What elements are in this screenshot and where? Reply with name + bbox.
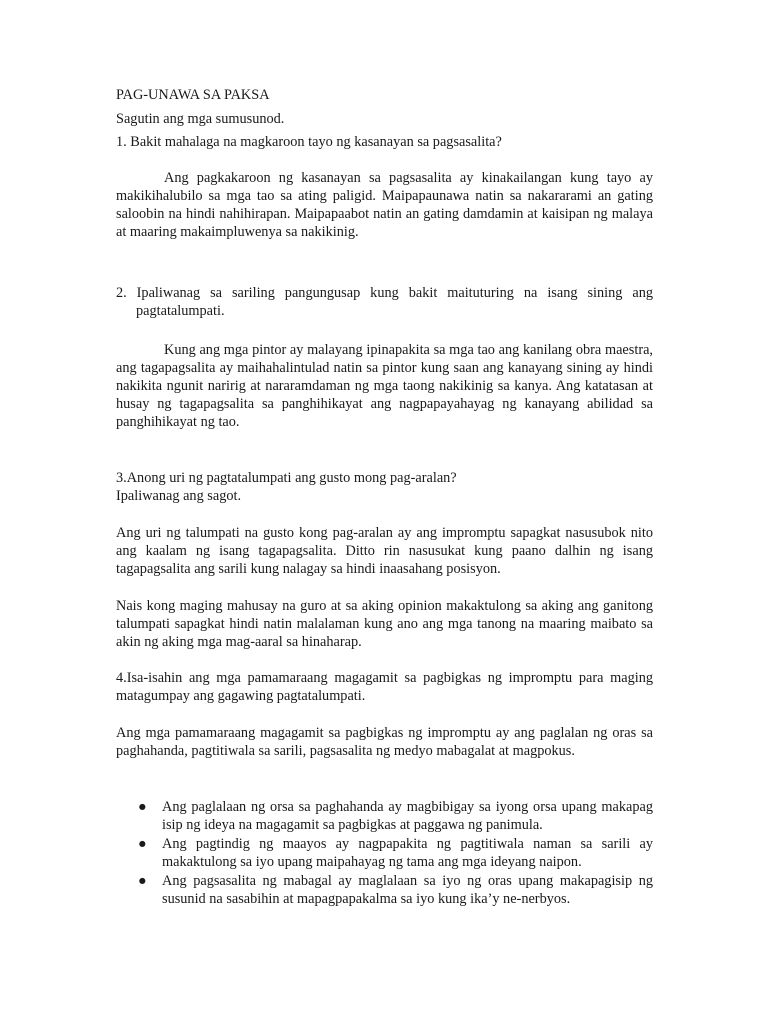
bullet-text: Ang pagtindig ng maayos ay nagpapakita ng pagtitiwala naman sa sarili ay makaktulong sa iyo upang maipahayag ng tama ang mga ideyang naipon. bbox=[162, 836, 653, 870]
bullet-icon: ● bbox=[138, 799, 147, 815]
question-3-line-1: 3.Anong uri ng pagtatalumpati ang gusto mong pag-aralan? bbox=[116, 470, 457, 486]
list-item bbox=[116, 872, 653, 908]
bullet-icon: ● bbox=[138, 873, 147, 889]
list-item bbox=[116, 835, 653, 871]
answer-4: Ang mga pamamaraang magagamit sa pagbigkas ng impromptu ay ang paglalan ng oras sa paghahanda, pagtitiwala sa sarili, pagsasalita ng medyo mabagalat at magpokus. bbox=[116, 725, 653, 759]
page-heading: PAG-UNAWA SA PAKSA bbox=[116, 87, 270, 103]
bullet-text: Ang pagsasalita ng mabagal ay maglalaan sa iyo ng oras upang makapagisip ng susunid na sasabihin at mapagpapakalma sa iyo kung ika’y ne-nerbyos. bbox=[162, 873, 653, 907]
question-1: 1. Bakit mahalaga na magkaroon tayo ng kasanayan sa pagsasalita? bbox=[116, 134, 502, 150]
bullet-icon: ● bbox=[138, 836, 147, 852]
answer-3-paragraph-1: Ang uri ng talumpati na gusto kong pag-aralan ay ang impromptu sapagkat nasusubok nito ang kaalam ng isang tagapagsalita. Ditto rin nasusukat kung paano dalhin ng isang tagapagsalita ang sarili kung nalagay sa hindi inaasahang posisyon. bbox=[116, 525, 653, 577]
instruction-text: Sagutin ang mga sumusunod. bbox=[116, 111, 285, 127]
question-4: 4.Isa-isahin ang mga pamamaraang magagamit sa pagbigkas ng impromptu para maging matagumpay ang gagawing pagtatalumpati. bbox=[116, 670, 653, 704]
bullet-text: Ang paglalaan ng orsa sa paghahanda ay magbibigay sa iyong orsa upang makapag isip ng ideya na magagamit sa pagbigkas at paggawa ng panimula. bbox=[162, 799, 653, 833]
answer-3-paragraph-2: Nais kong maging mahusay na guro at sa aking opinion makaktulong sa aking ang ganitong talumpati sapagkat hindi natin malalaman kung ano ang mga tanong na maaring maibato sa akin ng aking mga mag-aaral sa hinaharap. bbox=[116, 598, 653, 650]
answer-1: Ang pagkakaroon ng kasanayan sa pagsasalita ay kinakailangan kung tayo ay makikihalubilo sa mga tao sa ating paligid. Maipapaunawa natin sa nakararami an gating saloobin na hindi nahihirapan. Maipapaabot natin an gating damdamin at kaisipan ng malaya at maaring makaimpluwenya sa nakikinig. bbox=[116, 170, 653, 240]
answer-2: Kung ang mga pintor ay malayang ipinapakita sa mga tao ang kanilang obra maestra, ang tagapagsalita ay maihahalintulad natin sa pintor kung saan ang kanayang sining ay hindi nakikita ngunit naririg at nararamdaman ng mga taong nakikinig sa kanya. Ang katatasan at husay ng tagapagsalita sa panghihikayat ang nagpapayahayag ng kanayang abilidad sa panghihikayat ng tao. bbox=[116, 342, 653, 430]
methods-bullet-list bbox=[116, 798, 653, 909]
question-2: 2. Ipaliwanag sa sariling pangungusap kung bakit maituturing na isang sining ang pagtatalumpati. bbox=[116, 285, 653, 319]
list-item bbox=[116, 798, 653, 834]
question-3-line-2: Ipaliwanag ang sagot. bbox=[116, 488, 242, 504]
